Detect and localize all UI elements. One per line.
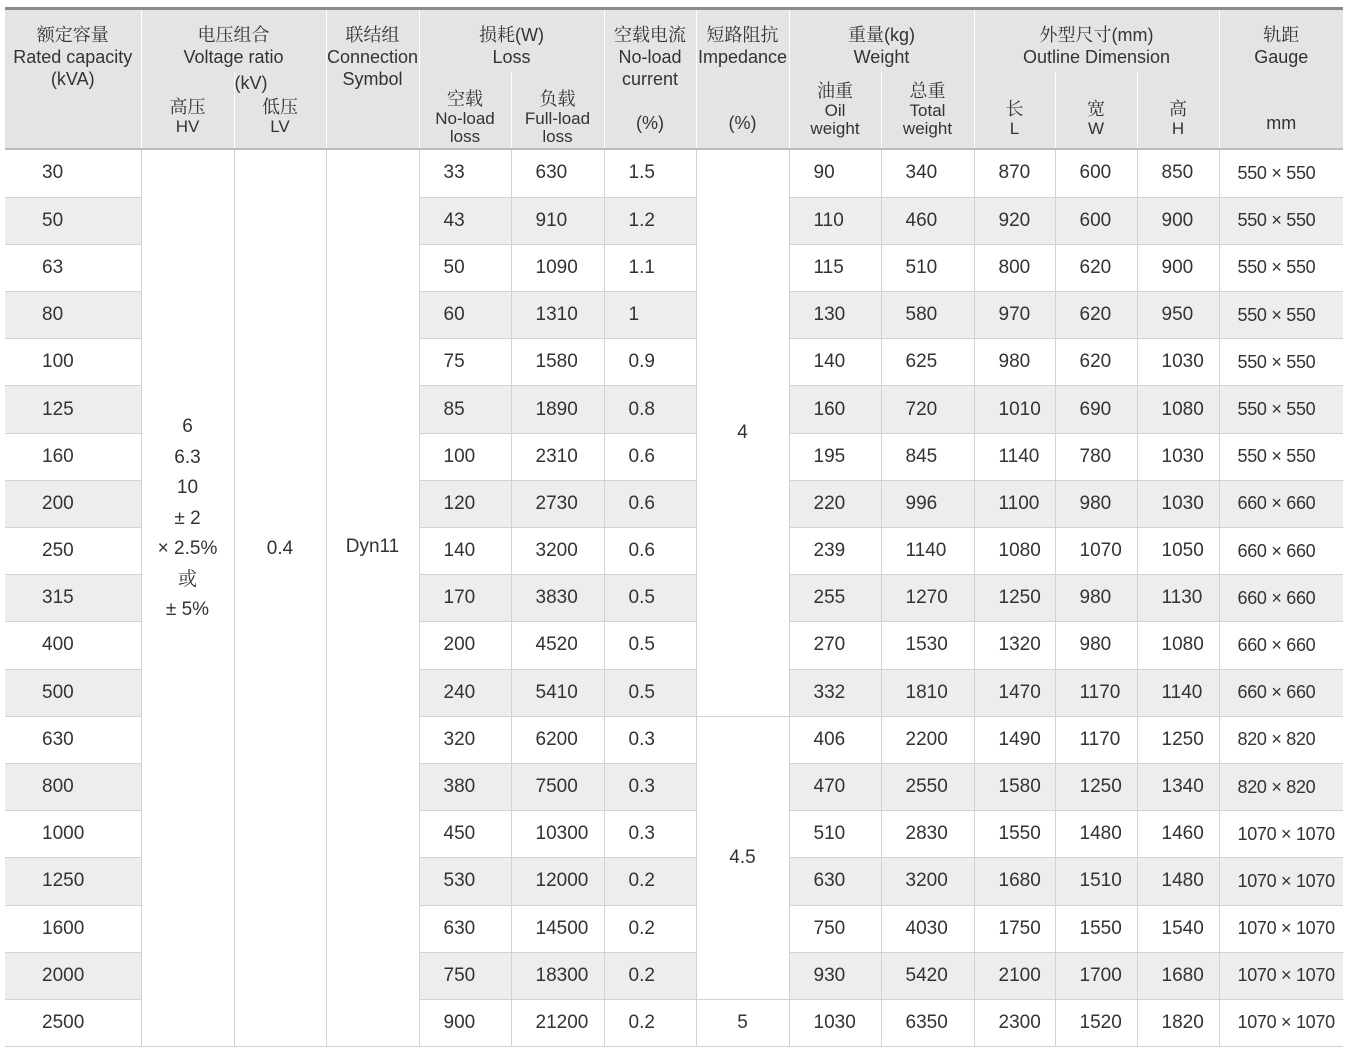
cell-gauge: 660 × 660 bbox=[1219, 480, 1343, 527]
header-impedance bbox=[696, 10, 789, 148]
header-dimension bbox=[974, 10, 1219, 72]
cell-total-weight: 996 bbox=[881, 480, 974, 527]
cell-total-weight: 460 bbox=[881, 197, 974, 244]
cell-fullload-loss: 3200 bbox=[511, 528, 604, 575]
hv-voltage-line: 或 bbox=[177, 568, 197, 590]
header-voltage-zh: 电压组合 bbox=[197, 25, 270, 45]
cell-capacity: 315 bbox=[5, 575, 141, 622]
cell-fullload-loss: 1890 bbox=[511, 386, 604, 433]
header-height-zh: 高 bbox=[1169, 99, 1187, 119]
header-noload-current-zh: 空载电流 bbox=[614, 25, 686, 45]
cell-noload-current: 0.8 bbox=[604, 386, 696, 433]
cell-width: 620 bbox=[1055, 339, 1137, 386]
cell-width: 1700 bbox=[1055, 952, 1137, 999]
header-fullload-loss-en2: loss bbox=[542, 127, 573, 146]
cell-fullload-loss: 2310 bbox=[511, 433, 604, 480]
cell-noload-loss: 43 bbox=[419, 197, 511, 244]
cell-noload-current: 0.2 bbox=[604, 952, 696, 999]
cell-gauge: 550 × 550 bbox=[1219, 150, 1343, 197]
cell-capacity: 500 bbox=[5, 669, 141, 716]
cell-fullload-loss: 5410 bbox=[511, 669, 604, 716]
cell-noload-current: 0.2 bbox=[604, 905, 696, 952]
cell-noload-current: 0.3 bbox=[604, 811, 696, 858]
hv-voltage-line: ± 5% bbox=[165, 599, 210, 620]
cell-capacity: 2500 bbox=[5, 999, 141, 1046]
cell-height: 1130 bbox=[1137, 575, 1219, 622]
cell-gauge: 820 × 820 bbox=[1219, 716, 1343, 763]
cell-oil-weight: 110 bbox=[789, 197, 881, 244]
cell-noload-loss: 630 bbox=[419, 905, 511, 952]
cell-width: 1510 bbox=[1055, 858, 1137, 905]
cell-width: 980 bbox=[1055, 480, 1137, 527]
cell-height: 1030 bbox=[1137, 480, 1219, 527]
cell-capacity: 630 bbox=[5, 716, 141, 763]
table-row bbox=[5, 150, 1343, 197]
header-fullload-loss bbox=[511, 72, 604, 148]
cell-impedance: 5 bbox=[696, 999, 789, 1046]
cell-noload-current: 0.5 bbox=[604, 575, 696, 622]
cell-length: 1320 bbox=[974, 622, 1055, 669]
cell-capacity: 30 bbox=[5, 150, 141, 197]
cell-noload-loss: 170 bbox=[419, 575, 511, 622]
cell-total-weight: 6350 bbox=[881, 999, 974, 1046]
cell-gauge: 1070 × 1070 bbox=[1219, 952, 1343, 999]
cell-height: 1140 bbox=[1137, 669, 1219, 716]
cell-capacity: 800 bbox=[5, 763, 141, 810]
header-oil-weight bbox=[789, 72, 881, 148]
cell-total-weight: 3200 bbox=[881, 858, 974, 905]
header-oil-weight-en2: weight bbox=[810, 119, 860, 138]
cell-capacity: 250 bbox=[5, 528, 141, 575]
cell-fullload-loss: 2730 bbox=[511, 480, 604, 527]
cell-width: 1550 bbox=[1055, 905, 1137, 952]
cell-noload-loss: 75 bbox=[419, 339, 511, 386]
cell-length: 1140 bbox=[974, 433, 1055, 480]
cell-noload-current: 0.6 bbox=[604, 480, 696, 527]
cell-noload-current: 0.5 bbox=[604, 669, 696, 716]
cell-length: 970 bbox=[974, 292, 1055, 339]
cell-fullload-loss: 3830 bbox=[511, 575, 604, 622]
cell-oil-weight: 239 bbox=[789, 528, 881, 575]
header-lv-zh: 低压 bbox=[262, 97, 298, 117]
header-capacity-en: Rated capacity bbox=[13, 47, 133, 67]
transformer-spec-table bbox=[5, 7, 1344, 1047]
cell-hv-voltage bbox=[141, 150, 234, 1047]
header-fullload-loss-zh: 负载 bbox=[539, 89, 576, 109]
cell-impedance: 4.5 bbox=[696, 716, 789, 999]
cell-noload-loss: 200 bbox=[419, 622, 511, 669]
cell-total-weight: 1810 bbox=[881, 669, 974, 716]
header-gauge-unit: mm bbox=[1266, 113, 1297, 133]
cell-fullload-loss: 14500 bbox=[511, 905, 604, 952]
cell-width: 980 bbox=[1055, 575, 1137, 622]
cell-gauge: 550 × 550 bbox=[1219, 244, 1343, 291]
header-total-weight-zh: 总重 bbox=[909, 81, 946, 101]
cell-noload-loss: 50 bbox=[419, 244, 511, 291]
header-width-en: W bbox=[1087, 119, 1105, 138]
header-weight bbox=[789, 10, 974, 72]
cell-noload-current: 0.5 bbox=[604, 622, 696, 669]
cell-length: 1100 bbox=[974, 480, 1055, 527]
cell-total-weight: 2200 bbox=[881, 716, 974, 763]
cell-width: 1480 bbox=[1055, 811, 1137, 858]
header-noload-loss-en: No-load bbox=[435, 109, 495, 128]
cell-capacity: 63 bbox=[5, 244, 141, 291]
cell-height: 1030 bbox=[1137, 339, 1219, 386]
cell-capacity: 2000 bbox=[5, 952, 141, 999]
header-weight-zh: 重量(kg) bbox=[848, 25, 915, 45]
cell-oil-weight: 470 bbox=[789, 763, 881, 810]
cell-width: 1170 bbox=[1055, 716, 1137, 763]
cell-oil-weight: 270 bbox=[789, 622, 881, 669]
header-gauge bbox=[1219, 10, 1343, 148]
header-loss-zh: 损耗(W) bbox=[479, 25, 544, 45]
cell-gauge: 550 × 550 bbox=[1219, 386, 1343, 433]
cell-fullload-loss: 21200 bbox=[511, 999, 604, 1046]
cell-capacity: 1600 bbox=[5, 905, 141, 952]
cell-noload-current: 1.1 bbox=[604, 244, 696, 291]
cell-impedance: 4 bbox=[696, 150, 789, 716]
cell-gauge: 1070 × 1070 bbox=[1219, 999, 1343, 1046]
header-impedance-en: Impedance bbox=[697, 47, 788, 67]
cell-capacity: 1000 bbox=[5, 811, 141, 858]
cell-gauge: 1070 × 1070 bbox=[1219, 811, 1343, 858]
cell-width: 620 bbox=[1055, 244, 1137, 291]
header-oil-weight-en: Oil bbox=[824, 101, 846, 120]
cell-total-weight: 4030 bbox=[881, 905, 974, 952]
header-impedance-unit: (%) bbox=[728, 113, 757, 133]
cell-gauge: 1070 × 1070 bbox=[1219, 905, 1343, 952]
cell-length: 980 bbox=[974, 339, 1055, 386]
cell-oil-weight: 160 bbox=[789, 386, 881, 433]
header-hv-en: HV bbox=[175, 117, 200, 136]
cell-fullload-loss: 6200 bbox=[511, 716, 604, 763]
header-connection-en: Connection bbox=[326, 47, 419, 67]
cell-noload-loss: 320 bbox=[419, 716, 511, 763]
cell-noload-loss: 530 bbox=[419, 858, 511, 905]
cell-height: 900 bbox=[1137, 244, 1219, 291]
cell-length: 870 bbox=[974, 150, 1055, 197]
cell-noload-current: 0.3 bbox=[604, 716, 696, 763]
cell-connection-symbol: Dyn11 bbox=[326, 150, 419, 1047]
cell-length: 920 bbox=[974, 197, 1055, 244]
cell-total-weight: 720 bbox=[881, 386, 974, 433]
cell-capacity: 400 bbox=[5, 622, 141, 669]
cell-length: 1250 bbox=[974, 575, 1055, 622]
cell-total-weight: 2830 bbox=[881, 811, 974, 858]
cell-noload-loss: 120 bbox=[419, 480, 511, 527]
cell-total-weight: 1140 bbox=[881, 528, 974, 575]
cell-capacity: 80 bbox=[5, 292, 141, 339]
cell-length: 1750 bbox=[974, 905, 1055, 952]
cell-length: 1010 bbox=[974, 386, 1055, 433]
cell-noload-loss: 900 bbox=[419, 999, 511, 1046]
cell-height: 1340 bbox=[1137, 763, 1219, 810]
cell-oil-weight: 630 bbox=[789, 858, 881, 905]
cell-height: 900 bbox=[1137, 197, 1219, 244]
cell-width: 620 bbox=[1055, 292, 1137, 339]
header-gauge-en: Gauge bbox=[1254, 47, 1309, 67]
cell-lv-voltage: 0.4 bbox=[234, 150, 326, 1047]
cell-height: 850 bbox=[1137, 150, 1219, 197]
header-noload-current-unit: (%) bbox=[636, 113, 664, 133]
hv-voltage-line: ± 2 bbox=[174, 507, 201, 529]
cell-height: 1030 bbox=[1137, 433, 1219, 480]
cell-noload-current: 0.2 bbox=[604, 858, 696, 905]
cell-fullload-loss: 1090 bbox=[511, 244, 604, 291]
cell-fullload-loss: 7500 bbox=[511, 763, 604, 810]
cell-length: 2100 bbox=[974, 952, 1055, 999]
cell-noload-current: 0.6 bbox=[604, 433, 696, 480]
cell-height: 1050 bbox=[1137, 528, 1219, 575]
cell-oil-weight: 90 bbox=[789, 150, 881, 197]
hv-voltage-line: 6.3 bbox=[174, 446, 201, 468]
header-weight-en: Weight bbox=[853, 47, 910, 67]
header-connection-zh: 联结组 bbox=[345, 25, 400, 45]
header-capacity-unit: (kVA) bbox=[50, 69, 95, 89]
cell-capacity: 100 bbox=[5, 339, 141, 386]
cell-total-weight: 2550 bbox=[881, 763, 974, 810]
hv-voltage-line: 6 bbox=[182, 416, 193, 437]
header-voltage bbox=[141, 10, 326, 72]
cell-noload-loss: 240 bbox=[419, 669, 511, 716]
header-total-weight bbox=[881, 72, 974, 148]
cell-total-weight: 1530 bbox=[881, 622, 974, 669]
header-gauge-zh: 轨距 bbox=[1263, 25, 1300, 45]
header-dimension-zh: 外型尺寸(mm) bbox=[1039, 25, 1154, 45]
cell-length: 1680 bbox=[974, 858, 1055, 905]
cell-noload-loss: 380 bbox=[419, 763, 511, 810]
cell-oil-weight: 195 bbox=[789, 433, 881, 480]
header-connection-en2: Symbol bbox=[342, 69, 403, 89]
cell-gauge: 550 × 550 bbox=[1219, 197, 1343, 244]
cell-width: 1250 bbox=[1055, 763, 1137, 810]
cell-length: 1470 bbox=[974, 669, 1055, 716]
cell-length: 1580 bbox=[974, 763, 1055, 810]
transformer-spec-table-wrapper bbox=[5, 7, 1343, 1047]
header-total-weight-en2: weight bbox=[902, 119, 953, 138]
cell-noload-loss: 100 bbox=[419, 433, 511, 480]
cell-noload-current: 1.5 bbox=[604, 150, 696, 197]
header-width bbox=[1055, 72, 1137, 148]
cell-fullload-loss: 18300 bbox=[511, 952, 604, 999]
cell-width: 980 bbox=[1055, 622, 1137, 669]
cell-length: 1550 bbox=[974, 811, 1055, 858]
cell-length: 800 bbox=[974, 244, 1055, 291]
cell-oil-weight: 130 bbox=[789, 292, 881, 339]
cell-width: 600 bbox=[1055, 197, 1137, 244]
cell-length: 2300 bbox=[974, 999, 1055, 1046]
cell-length: 1490 bbox=[974, 716, 1055, 763]
cell-noload-current: 0.9 bbox=[604, 339, 696, 386]
header-voltage-en: Voltage ratio bbox=[183, 47, 284, 67]
cell-gauge: 660 × 660 bbox=[1219, 528, 1343, 575]
cell-height: 1460 bbox=[1137, 811, 1219, 858]
cell-noload-loss: 750 bbox=[419, 952, 511, 999]
header-noload-current bbox=[604, 10, 696, 148]
cell-gauge: 660 × 660 bbox=[1219, 669, 1343, 716]
cell-height: 950 bbox=[1137, 292, 1219, 339]
cell-gauge: 550 × 550 bbox=[1219, 292, 1343, 339]
cell-noload-loss: 60 bbox=[419, 292, 511, 339]
header-dimension-en: Outline Dimension bbox=[1022, 47, 1171, 67]
cell-gauge: 660 × 660 bbox=[1219, 575, 1343, 622]
header-hv-zh: 高压 bbox=[169, 97, 206, 117]
cell-total-weight: 845 bbox=[881, 433, 974, 480]
cell-gauge: 660 × 660 bbox=[1219, 622, 1343, 669]
hv-voltage-line: × 2.5% bbox=[157, 538, 218, 559]
cell-oil-weight: 406 bbox=[789, 716, 881, 763]
header-width-zh: 宽 bbox=[1087, 99, 1105, 119]
cell-gauge: 550 × 550 bbox=[1219, 433, 1343, 480]
cell-height: 1250 bbox=[1137, 716, 1219, 763]
cell-total-weight: 625 bbox=[881, 339, 974, 386]
cell-fullload-loss: 4520 bbox=[511, 622, 604, 669]
header-height-en: H bbox=[1171, 119, 1185, 138]
cell-width: 1170 bbox=[1055, 669, 1137, 716]
cell-fullload-loss: 910 bbox=[511, 197, 604, 244]
header-noload-current-en2: current bbox=[621, 69, 679, 89]
header-noload-loss bbox=[419, 72, 511, 148]
cell-oil-weight: 255 bbox=[789, 575, 881, 622]
cell-gauge: 550 × 550 bbox=[1219, 339, 1343, 386]
cell-oil-weight: 750 bbox=[789, 905, 881, 952]
cell-width: 780 bbox=[1055, 433, 1137, 480]
cell-noload-loss: 450 bbox=[419, 811, 511, 858]
cell-capacity: 50 bbox=[5, 197, 141, 244]
header-length bbox=[974, 72, 1055, 148]
header-noload-current-en: No-load bbox=[618, 47, 682, 67]
cell-height: 1080 bbox=[1137, 622, 1219, 669]
cell-oil-weight: 220 bbox=[789, 480, 881, 527]
header-loss bbox=[419, 10, 604, 72]
cell-height: 1820 bbox=[1137, 999, 1219, 1046]
cell-noload-current: 1 bbox=[604, 292, 696, 339]
header-noload-loss-zh: 空载 bbox=[447, 89, 483, 109]
cell-noload-current: 0.3 bbox=[604, 763, 696, 810]
cell-oil-weight: 1030 bbox=[789, 999, 881, 1046]
cell-oil-weight: 332 bbox=[789, 669, 881, 716]
cell-noload-current: 0.2 bbox=[604, 999, 696, 1046]
cell-total-weight: 340 bbox=[881, 150, 974, 197]
cell-fullload-loss: 1310 bbox=[511, 292, 604, 339]
header-capacity bbox=[5, 10, 141, 148]
cell-oil-weight: 930 bbox=[789, 952, 881, 999]
header-length-en: L bbox=[1009, 119, 1020, 138]
cell-width: 600 bbox=[1055, 150, 1137, 197]
cell-width: 1070 bbox=[1055, 528, 1137, 575]
cell-gauge: 820 × 820 bbox=[1219, 763, 1343, 810]
header-height bbox=[1137, 72, 1219, 148]
header-connection bbox=[326, 10, 419, 148]
header-capacity-zh: 额定容量 bbox=[36, 25, 109, 45]
hv-voltage-line: 10 bbox=[176, 477, 199, 498]
cell-total-weight: 5420 bbox=[881, 952, 974, 999]
cell-capacity: 1250 bbox=[5, 858, 141, 905]
cell-noload-loss: 140 bbox=[419, 528, 511, 575]
cell-oil-weight: 510 bbox=[789, 811, 881, 858]
cell-noload-current: 1.2 bbox=[604, 197, 696, 244]
cell-noload-loss: 33 bbox=[419, 150, 511, 197]
cell-capacity: 160 bbox=[5, 433, 141, 480]
header-noload-loss-en2: loss bbox=[449, 127, 481, 146]
header-impedance-zh: 短路阻抗 bbox=[706, 25, 779, 45]
cell-oil-weight: 115 bbox=[789, 244, 881, 291]
cell-total-weight: 510 bbox=[881, 244, 974, 291]
cell-width: 1520 bbox=[1055, 999, 1137, 1046]
cell-capacity: 125 bbox=[5, 386, 141, 433]
cell-height: 1540 bbox=[1137, 905, 1219, 952]
cell-fullload-loss: 12000 bbox=[511, 858, 604, 905]
cell-fullload-loss: 1580 bbox=[511, 339, 604, 386]
header-lv-en: LV bbox=[270, 117, 290, 136]
header-loss-en: Loss bbox=[492, 47, 531, 67]
header-hv bbox=[141, 72, 234, 148]
cell-fullload-loss: 10300 bbox=[511, 811, 604, 858]
header-length-zh: 长 bbox=[1005, 99, 1024, 119]
header-oil-weight-zh: 油重 bbox=[817, 81, 853, 101]
cell-fullload-loss: 630 bbox=[511, 150, 604, 197]
cell-noload-loss: 85 bbox=[419, 386, 511, 433]
cell-length: 1080 bbox=[974, 528, 1055, 575]
cell-capacity: 200 bbox=[5, 480, 141, 527]
cell-gauge: 1070 × 1070 bbox=[1219, 858, 1343, 905]
header-fullload-loss-en: Full-load bbox=[524, 109, 591, 128]
cell-height: 1480 bbox=[1137, 858, 1219, 905]
cell-noload-current: 0.6 bbox=[604, 528, 696, 575]
cell-total-weight: 1270 bbox=[881, 575, 974, 622]
cell-total-weight: 580 bbox=[881, 292, 974, 339]
header-total-weight-en: Total bbox=[909, 101, 946, 120]
cell-height: 1680 bbox=[1137, 952, 1219, 999]
cell-oil-weight: 140 bbox=[789, 339, 881, 386]
table-body bbox=[5, 150, 1343, 1047]
cell-height: 1080 bbox=[1137, 386, 1219, 433]
cell-width: 690 bbox=[1055, 386, 1137, 433]
